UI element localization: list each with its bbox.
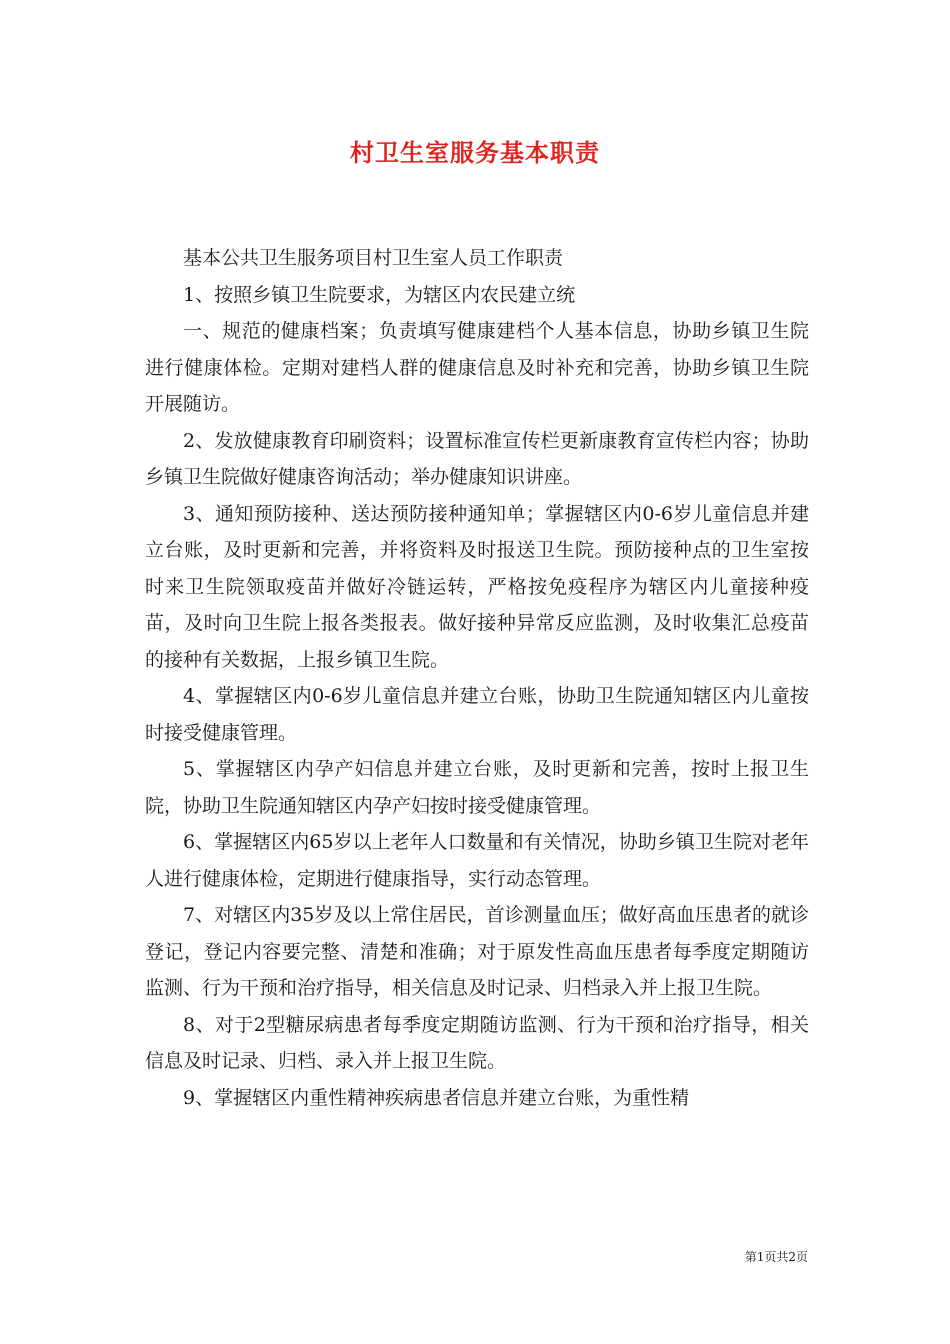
paragraph-4: 4、掌握辖区内0-6岁儿童信息并建立台账，协助卫生院通知辖区内儿童按时接受健康管理。 bbox=[145, 685, 809, 744]
paragraph-1-cont: 一、规范的健康档案；负责填写健康建档个人基本信息，协助乡镇卫生院进行健康体检。定期对建档人群的健康信息及时补充和完善，协助乡镇卫生院开展随访。 bbox=[145, 320, 809, 415]
paragraph-5: 5、掌握辖区内孕产妇信息并建立台账，及时更新和完善，按时上报卫生院，协助卫生院通知辖区内孕产妇按时接受健康管理。 bbox=[145, 758, 809, 817]
paragraph-8: 8、对于2型糖尿病患者每季度定期随访监测、行为干预和治疗指导，相关信息及时记录、归档、录入并上报卫生院。 bbox=[145, 1013, 809, 1072]
paragraph-3: 3、通知预防接种、送达预防接种通知单；掌握辖区内0-6岁儿童信息并建立台账，及时更新和完善，并将资料及时报送卫生院。预防接种点的卫生室按时来卫生院领取疫苗并做好冷链运转，严格按免疫程序为辖区内儿童接种疫苗，及时向卫生院上报各类报表。做好接种异常反应监测，及时收集汇总疫苗的接种有关数据，上报乡镇卫生院。 bbox=[145, 502, 809, 671]
paragraph-6: 6、掌握辖区内65岁以上老年人口数量和有关情况，协助乡镇卫生院对老年人进行健康体检，定期进行健康指导，实行动态管理。 bbox=[145, 831, 809, 890]
page-number: 第1页共2页 bbox=[744, 1250, 808, 1264]
document-title: 村卫生室服务基本职责 bbox=[350, 139, 600, 167]
paragraph-2: 2、发放健康教育印刷资料；设置标准宣传栏更新康教育宣传栏内容；协助乡镇卫生院做好健康咨询活动；举办健康知识讲座。 bbox=[145, 429, 809, 488]
paragraph-7: 7、对辖区内35岁及以上常住居民，首诊测量血压；做好高血压患者的就诊登记，登记内容要完整、清楚和准确；对于原发性高血压患者每季度定期随访监测、行为干预和治疗指导，相关信息及时记录、归档录入并上报卫生院。 bbox=[145, 904, 809, 999]
paragraph-heading: 基本公共卫生服务项目村卫生室人员工作职责 bbox=[183, 247, 564, 269]
paragraph-9: 9、掌握辖区内重性精神疾病患者信息并建立台账，为重性精 bbox=[183, 1086, 690, 1109]
document-body bbox=[145, 240, 809, 1116]
paragraph-1: 1、按照乡镇卫生院要求，为辖区内农民建立统 bbox=[183, 283, 576, 306]
